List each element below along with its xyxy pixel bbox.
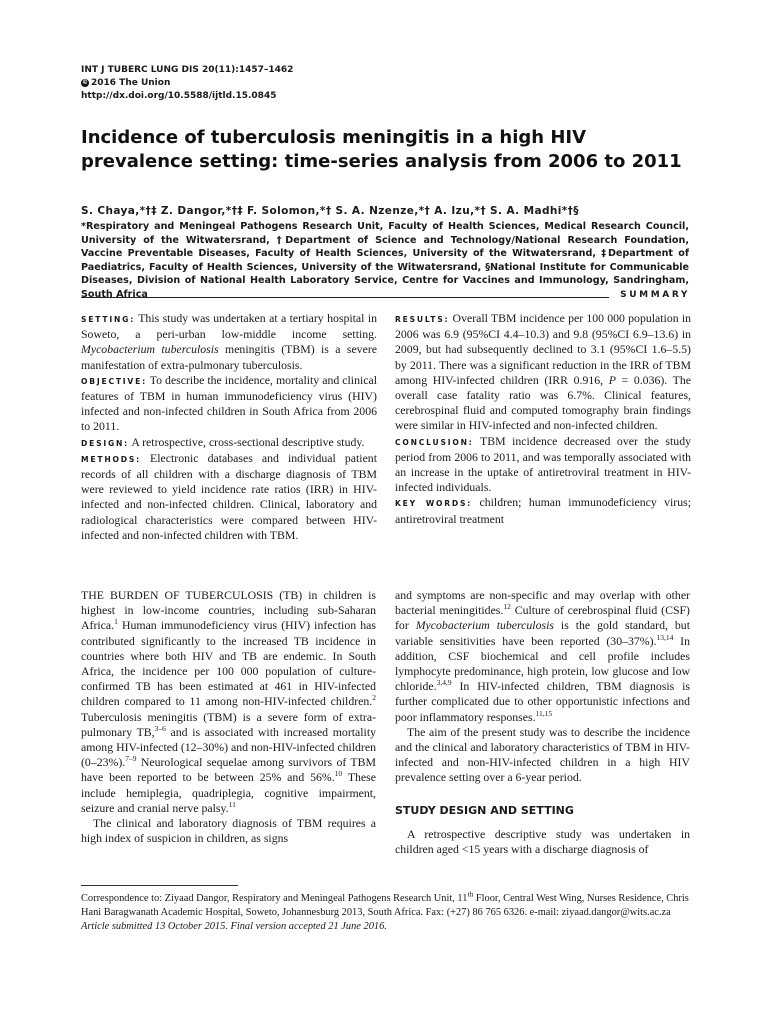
methods-label: METHODS: xyxy=(81,454,141,464)
body-paragraph: THE BURDEN OF TUBERCULOSIS (TB) in children is highest in low-income countries, including sub-Saharan Africa.$^1$ Human immunodeficiency virus (HIV) infection has contributed significantly to the increased TB incidence in countries where both HIV and TB are endemic. In South Africa, the incidence per 100 000 population of culture-confirmed TB has been estimated at 461 in HIV-infected children compared to 11 among non-HIV-infected children.$^2$ Tuberculosis meningitis (TBM) is a severe form of extra-pulmonary TB,$^{3-6}$ and is associated with increased mortality among HIV-infected (12–30%) and non-HIV-infected children (0–23%).$^{7-9}$ Neurological sequelae among survivors of TBM have been reported to be between 25% and 56%.$^{10}$ These include hemiplegia, quadriplegia, cognitive impairment, seizure and cranial nerve palsy.$^{11}$ xyxy=(81,588,376,815)
journal-citation: INT J TUBERC LUNG DIS 20(11):1457–1462 xyxy=(81,65,294,75)
body-paragraph: The aim of the present study was to describe the incidence and the clinical and laboratory characteristics of TBM in HIV-infected and non-HIV-infected children in a high HIV prevalence setting over a 6-year period. xyxy=(395,724,690,785)
body-right-column xyxy=(395,588,690,857)
abstract-methods: METHODS: Electronic databases and individual patient records of all children with a discharge diagnosis of TBM were reviewed to yield incidence rate ratios (IRR) in HIV-infected and non-infected children. Clinical, laboratory and radiological characteristics were compared between HIV-infected and non-infected children with TBM. xyxy=(81,450,377,542)
footnote xyxy=(81,889,689,935)
results-label: RESULTS: xyxy=(395,315,450,324)
journal-masthead xyxy=(81,64,293,103)
copyright-line xyxy=(81,77,293,90)
body-paragraph: and symptoms are non-specific and may overlap with other bacterial meningitides.$^{12}$ Culture of cerebrospinal fluid (CSF) for Mycobacterium tuberculosis is the gold standard, but variable sensitivities have been reported (30–37%).$^{13,14}$ In addition, CSF biochemical and cell profile includes lymphocyte predominance, high protein, low glucose and low chloride.$^{3,4,9}$ In HIV-infected children, TBM diagnosis is further complicated due to other opportunistic infections and poor inflammatory responses.$^{11,15}$ xyxy=(395,588,690,724)
cc-icon: © xyxy=(82,78,88,86)
summary-label: SUMMARY xyxy=(620,290,690,300)
body-paragraph: A retrospective descriptive study was undertaken in children aged <15 years with a discharge diagnosis of xyxy=(395,826,690,857)
affiliations: *Respiratory and Meningeal Pathogens Research Unit, Faculty of Health Sciences, Medical Research Council, University of the Witwatersrand, †Department of Science and Technology/National Research Foundation, Vaccine Preventable Diseases, Faculty of Health Sciences, University of the Witwatersrand, ‡Department of Paediatrics, Faculty of Health Sciences, University of the Witwatersrand, §National Institute for Communicable Diseases, Division of National Health Laboratory Service, Centre for Vaccines and Immunology, Sandringham, South Africa xyxy=(81,221,689,300)
summary-divider xyxy=(81,297,609,298)
abstract-conclusion: CONCLUSION: TBM incidence decreased over the study period from 2006 to 2011, and was temporally associated with an increase in the uptake of antiretroviral treatment in HIV-infected individuals. xyxy=(395,433,691,495)
design-label: DESIGN: xyxy=(81,438,130,448)
footnote-divider xyxy=(81,885,238,886)
body-left-column xyxy=(81,588,376,846)
body-paragraph: The clinical and laboratory diagnosis of TBM requires a high index of suspicion in children, as signs xyxy=(81,816,376,846)
abstract-design: DESIGN: A retrospective, cross-sectional descriptive study. xyxy=(81,434,365,449)
correspondence: Correspondence to: Ziyaad Dangor, Respiratory and Meningeal Pathogens Research Unit, 11th Floor, Central West Wing, Nurses Residence, Chris Hani Baragwanath Academic Hospital, Soweto, Johannesburg 2013, South Africa. Fax: (+27) 86 765 6326. e-mail: ziyaad.dangor@wits.ac.za xyxy=(81,889,689,919)
doi-link[interactable]: http://dx.doi.org/10.5588/ijtld.15.0845 xyxy=(81,91,277,101)
article-title: Incidence of tuberculosis meningitis in a high HIV prevalence setting: time-series analysis from 2006 to 2011 xyxy=(81,127,682,172)
author-list: S. Chaya,*†‡ Z. Dangor,*†‡ F. Solomon,*† S. A. Nzenze,*† A. Izu,*† S. A. Madhi*†§ xyxy=(81,205,579,217)
abstract-keywords: KEY WORDS: children; human immunodeficiency virus; antiretroviral treatment xyxy=(395,495,692,526)
keywords-label: KEY WORDS: xyxy=(395,499,473,509)
abstract-right-column xyxy=(395,311,691,527)
abstract-objective: OBJECTIVE: To describe the incidence, mortality and clinical features of TBM in human immunodeficiency virus (HIV) infected and non-infected children in South Africa from 2006 to 2011. xyxy=(81,372,377,434)
abstract-results: RESULTS: Overall TBM incidence per 100 000 population in 2006 was 6.9 (95%CI 4.4–10.3) and 9.8 (95%CI 6.9–13.6) in 2009, but had subsequently declined to 3.1 (95%CI 1.6–5.5) by 2011. There was a significant reduction in the IRR of TBM among HIV-infected children (IRR 0.916, P = 0.036). The overall case fatality ratio was 6.7%. Clinical features, cerebrospinal fluid and computed tomography brain findings were similar in HIV-infected and non-infected children. xyxy=(395,311,691,433)
conclusion-label: CONCLUSION: xyxy=(395,437,474,447)
abstract-setting: SETTING: This study was undertaken at a tertiary hospital in Soweto, a peri-urban low-middle income setting. Mycobacterium tuberculosis meningitis (TBM) is a severe manifestation of extra-pulmonary tuberculosis. xyxy=(81,311,377,372)
submission-note: Article submitted 13 October 2015. Final version accepted 21 June 2016. xyxy=(81,921,387,933)
setting-label: SETTING: xyxy=(81,315,136,324)
objective-label: OBJECTIVE: xyxy=(81,376,147,386)
copyright-text: 2016 The Union xyxy=(91,78,171,88)
abstract-left-column xyxy=(81,311,377,543)
section-heading: STUDY DESIGN AND SETTING xyxy=(395,803,574,817)
